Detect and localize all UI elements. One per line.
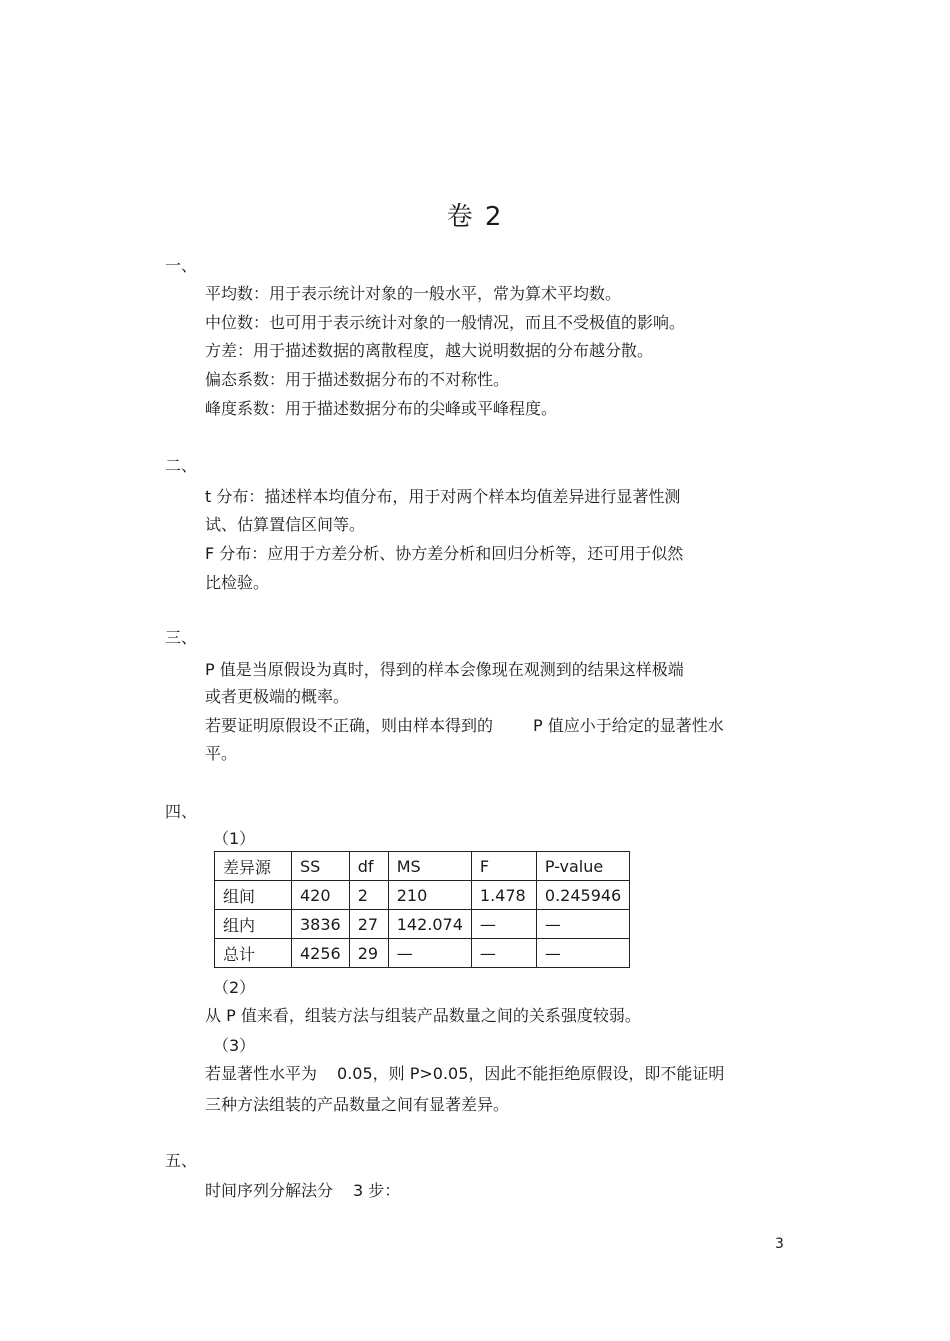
text-fragment: 3 步：: [353, 1181, 401, 1200]
part-label-3: （3）: [213, 1036, 256, 1055]
table-header-cell: F: [471, 852, 536, 881]
text-line: P 值是当原假设为真时，得到的样本会像现在观测到的结果这样极端: [205, 660, 684, 679]
text-line: 峰度系数：用于描述数据分布的尖峰或平峰程度。: [205, 399, 558, 418]
text-line: 中位数：也可用于表示统计对象的一般情况，而且不受极值的影响。: [205, 313, 686, 332]
table-cell: 27: [349, 910, 388, 939]
text-line: 三种方法组装的产品数量之间有显著差异。: [205, 1095, 510, 1114]
table-cell: —: [388, 939, 471, 968]
text-fragment: P 值应小于给定的显著性水: [533, 716, 724, 735]
page-number: 3: [775, 1236, 784, 1252]
text-line: 平。: [205, 744, 238, 763]
text-line: 从 P 值来看，组装方法与组装产品数量之间的关系强度较弱。: [205, 1006, 641, 1025]
table-cell: 4256: [292, 939, 350, 968]
text-line: t 分布：描述样本均值分布，用于对两个样本均值差异进行显著性测: [205, 487, 681, 506]
table-cell: 0.245946: [536, 881, 629, 910]
page-title: 卷 2: [446, 202, 504, 232]
table-cell: 组内: [215, 910, 292, 939]
text-line: [205, 713, 724, 736]
table-row: [215, 939, 630, 968]
part-label-1: （1）: [213, 829, 256, 848]
table-cell: —: [536, 939, 629, 968]
anova-table: [214, 851, 630, 968]
table-cell: 142.074: [388, 910, 471, 939]
section-heading-1: 一、: [165, 256, 198, 275]
text-line: 偏态系数：用于描述数据分布的不对称性。: [205, 370, 510, 389]
table-cell: 210: [388, 881, 471, 910]
text-line: [205, 1178, 400, 1201]
table-header-cell: P-value: [536, 852, 629, 881]
text-fragment: 若显著性水平为: [205, 1064, 318, 1083]
table-cell: —: [471, 939, 536, 968]
table-cell: —: [536, 910, 629, 939]
table-cell: 总计: [215, 939, 292, 968]
table-cell: 29: [349, 939, 388, 968]
table-row: [215, 910, 630, 939]
text-line: 试、估算置信区间等。: [205, 515, 366, 534]
table-header-cell: df: [349, 852, 388, 881]
text-line: 平均数：用于表示统计对象的一般水平，常为算术平均数。: [205, 284, 622, 303]
table-cell: 组间: [215, 881, 292, 910]
text-line: 方差：用于描述数据的离散程度，越大说明数据的分布越分散。: [205, 341, 654, 360]
text-fragment: 若要证明原假设不正确，则由样本得到的: [205, 716, 494, 735]
section-heading-2: 二、: [165, 456, 198, 475]
text-fragment: 0.05，则 P>0.05，因此不能拒绝原假设，即不能证明: [337, 1064, 725, 1083]
table-cell: 1.478: [471, 881, 536, 910]
text-fragment: 时间序列分解法分: [205, 1181, 334, 1200]
table-cell: 2: [349, 881, 388, 910]
table-header-cell: 差异源: [215, 852, 292, 881]
part-label-2: （2）: [213, 978, 256, 997]
table-cell: 3836: [292, 910, 350, 939]
section-heading-5: 五、: [165, 1151, 198, 1170]
section-heading-3: 三、: [165, 628, 198, 647]
table-header-cell: SS: [292, 852, 350, 881]
table-cell: —: [471, 910, 536, 939]
text-line: [205, 1061, 724, 1084]
section-heading-4: 四、: [165, 802, 198, 821]
table-row: [215, 881, 630, 910]
text-line: 或者更极端的概率。: [205, 687, 350, 706]
table-header-row: [215, 852, 630, 881]
table-header-cell: MS: [388, 852, 471, 881]
text-line: 比检验。: [205, 573, 270, 592]
table-cell: 420: [292, 881, 350, 910]
text-line: F 分布：应用于方差分析、协方差分析和回归分析等，还可用于似然: [205, 544, 684, 563]
